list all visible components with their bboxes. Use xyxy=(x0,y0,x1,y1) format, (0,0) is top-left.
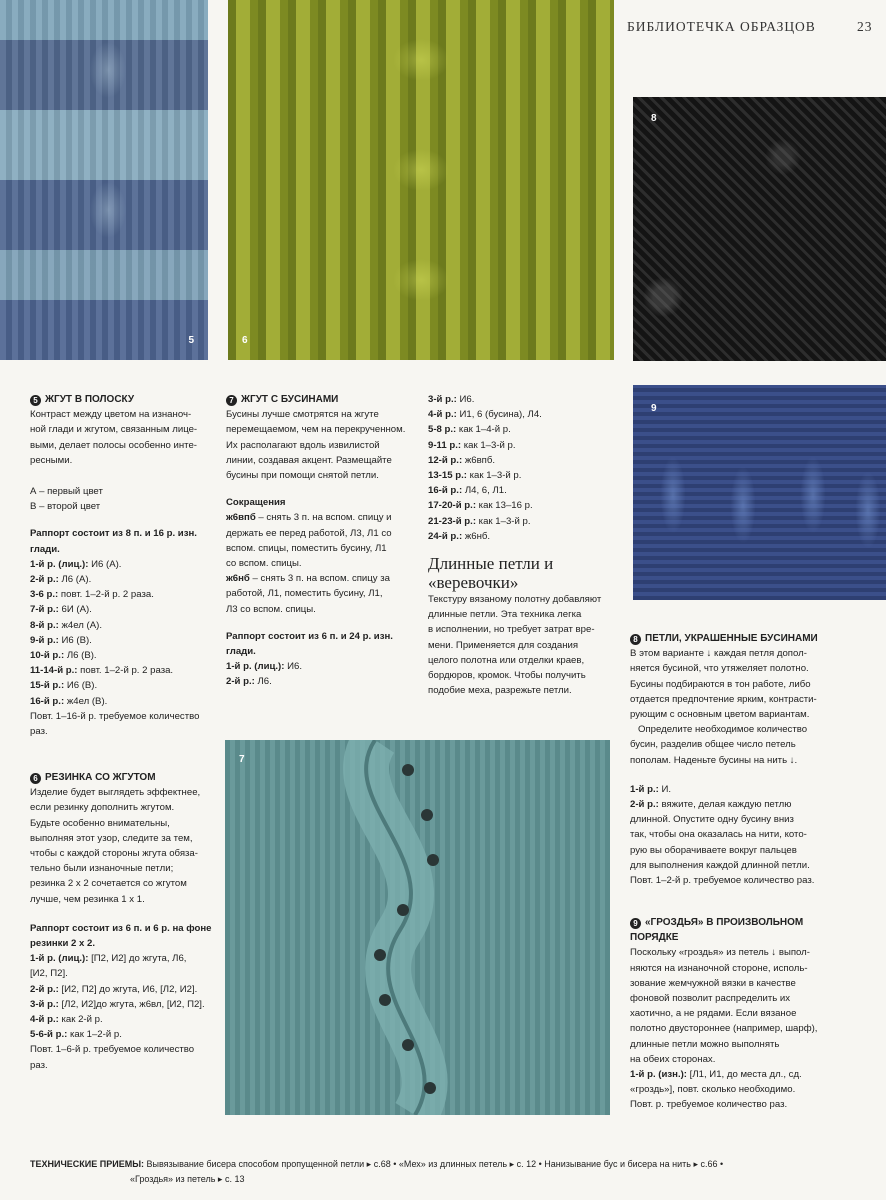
row-line: 3-6 р.: повт. 1–2-й р. 2 раза. xyxy=(30,589,154,601)
text-line: бордюров, кромок. Чтобы получить xyxy=(428,670,586,682)
text-line: В этом варианте ↓ каждая петля допол- xyxy=(630,648,807,660)
photo-number-7: 7 xyxy=(239,754,245,765)
row-line: 3-й р.: И6. xyxy=(428,394,475,405)
text-line: зование жемчужной вязки в качестве xyxy=(630,977,796,989)
row-line: 3-й р.: [Л2, И2]до жгута, ж6вл, [И2, П2]. xyxy=(30,998,205,1010)
text-line: Текстуру вязаному полотну добавляют xyxy=(428,594,602,606)
row-line: 5-6-й р.: как 1–2-й р. xyxy=(30,1029,122,1041)
text-line: бусины при помощи снятой петли. xyxy=(226,470,379,482)
section-9 xyxy=(630,915,835,1113)
row-line: 16-й р.: Л4, 6, Л1. xyxy=(428,485,507,497)
photo-loop-clusters xyxy=(633,385,886,600)
text-line: ресными. xyxy=(30,454,73,466)
text-line: рующим с основным цветом вариантам. xyxy=(630,709,810,721)
row-line: 1-й р. (лиц.): [П2, И2] до жгута, Л6, xyxy=(30,953,187,965)
photo-number-9: 9 xyxy=(651,403,657,414)
repeat-all-line: раз. xyxy=(30,1059,48,1071)
text-line: на обеих сторонах. xyxy=(630,1053,716,1065)
repeat-all-line: Повт. 1–16-й р. требуемое количество xyxy=(30,710,200,722)
footer-techniques xyxy=(30,1157,860,1187)
abbr-line: держать ее перед работой, Л3, Л1 со xyxy=(226,527,392,539)
text-line: подобие меха, разрежьте петли. xyxy=(428,685,572,697)
text-line: в исполнении, но требует затрат вре- xyxy=(428,624,595,636)
row-line: 2-й р.: вяжите, делая каждую петлю xyxy=(630,799,792,811)
beaded-cable-drawing xyxy=(225,740,610,1115)
text-line: няются на изнаночной стороне, исполь- xyxy=(630,962,808,974)
abbr-line: ж6нб – снять 3 п. на вспом. спицу за xyxy=(226,573,390,585)
section-7-title: 7 ЖГУТ С БУСИНАМИ xyxy=(226,392,416,407)
text-line: чтобы с каждой стороны жгута обяза- xyxy=(30,848,198,860)
row-line: 15-й р.: И6 (В). xyxy=(30,680,98,692)
row-line: 4-й р.: И1, 6 (бусина), Л4. xyxy=(428,409,542,421)
text-line: для выполнения каждой длинной петли. xyxy=(630,859,810,871)
row-line: 9-11 р.: как 1–3-й р. xyxy=(428,439,516,451)
text-line: Бусины лучше смотрятся на жгуте xyxy=(226,409,379,421)
row-line: 13-15 р.: как 1–3-й р. xyxy=(428,470,522,482)
text-line: если резинку дополнить жгутом. xyxy=(30,802,175,814)
text-line: рую вы оборачиваете вокруг пальцев xyxy=(630,844,797,856)
footer-line-1: ТЕХНИЧЕСКИЕ ПРИЕМЫ: Вывязывание бисера способом пропущенной петли ▸ с.68 • «Мех» из длинных петель ▸ с. 12 • Нанизывание бус и бисера на нить ▸ с.66 • xyxy=(30,1159,724,1169)
text-line: полотно двустороннее (например, шарф), xyxy=(630,1023,818,1035)
running-header xyxy=(627,19,816,35)
section-8-number: 8 xyxy=(630,634,641,645)
section-5-number: 5 xyxy=(30,395,41,406)
text-line: Контраст между цветом на изнаноч- xyxy=(30,409,192,421)
row-line: 21-23-й р.: как 1–3-й р. xyxy=(428,515,531,527)
text-line: «гроздь»], повт. сколько необходимо. xyxy=(630,1084,796,1096)
abbr-line: ж6впб – снять 3 п. на вспом. спицу и xyxy=(226,512,392,524)
row-line: 8-й р.: ж4ел (А). xyxy=(30,619,102,631)
photo-teal-beaded-cable xyxy=(225,740,610,1115)
color-b: В – второй цвет xyxy=(30,501,101,513)
abbr-line: работой, Л1, поместить бусину, Л1, xyxy=(226,588,383,600)
section-7 xyxy=(226,392,416,690)
row-line: 2-й р.: [И2, П2] до жгута, И6, [Л2, И2]. xyxy=(30,983,198,995)
color-a: А – первый цвет xyxy=(30,486,103,498)
text-line: Повт. р. требуемое количество раз. xyxy=(630,1099,788,1111)
row-line: 2-й р.: Л6. xyxy=(226,676,272,688)
text-line: Повт. 1–2-й р. требуемое количество раз. xyxy=(630,875,815,887)
section-9-title: 9 «ГРОЗДЬЯ» В ПРОИЗВОЛЬНОМ ПОРЯДКЕ xyxy=(630,917,804,944)
long-loops-title: Длинные петли и «веревочки» xyxy=(428,554,554,593)
section-6 xyxy=(30,770,215,1073)
row-line: 16-й р.: ж4ел (В). xyxy=(30,695,108,707)
text-line: лучше, чем резинка 1 х 1. xyxy=(30,893,145,905)
text-line: резинка 2 х 2 сочетается со жгутом xyxy=(30,878,187,890)
text-line: Определите необходимое количество xyxy=(638,724,808,736)
row-line: 24-й р.: ж6нб. xyxy=(428,530,491,542)
text-line: Их располагают вдоль извилистой xyxy=(226,439,380,451)
text-line: мени. Применяется для создания xyxy=(428,639,579,651)
text-line: пополам. Наденьте бусины на нить ↓. xyxy=(630,754,798,766)
footer-label: ТЕХНИЧЕСКИЕ ПРИЕМЫ: xyxy=(30,1159,145,1169)
row-line: 9-й р.: И6 (В). xyxy=(30,634,92,646)
text-line: выполняя этот узор, следите за тем, xyxy=(30,832,193,844)
text-line: хаотично, а не рядами. Если вязаное xyxy=(630,1008,797,1020)
row-line: 5-8 р.: как 1–4-й р. xyxy=(428,424,511,436)
text-line: перемещаемом, чем на перекрученном. xyxy=(226,424,406,436)
row-line: 1-й р. (изн.): [Л1, И1, до места дл., сд. xyxy=(630,1069,802,1081)
abbr-line: со вспом. спицы. xyxy=(226,558,302,570)
row-line: 1-й р.: И. xyxy=(630,783,672,795)
section-7-continued xyxy=(428,392,618,698)
text-line: Бусины подбираются в тон работе, либо xyxy=(630,678,811,690)
repeat-line: глади. xyxy=(226,646,256,658)
photo-striped-cable xyxy=(0,0,208,360)
abbreviations-title: Сокращения xyxy=(226,497,286,509)
row-line: 17-20-й р.: как 13–16 р. xyxy=(428,500,533,512)
row-line: [И2, П2]. xyxy=(30,968,68,980)
section-6-number: 6 xyxy=(30,773,41,784)
repeat-line: Раппорт состоит из 6 п. и 6 р. на фоне xyxy=(30,922,212,934)
text-line: линии, создавая акцент. Размещайте xyxy=(226,454,392,466)
page-number: 23 xyxy=(857,19,873,34)
footer-line-2: «Гроздья» из петель ▸ с. 13 xyxy=(130,1174,245,1184)
section-8 xyxy=(630,631,835,888)
text-line: бусин, разделив общее число петель xyxy=(630,739,796,751)
repeat-all-line: раз. xyxy=(30,726,48,738)
repeat-line: резинки 2 х 2. xyxy=(30,938,96,950)
section-7-number: 7 xyxy=(226,395,237,406)
row-line: 7-й р.: 6И (А). xyxy=(30,604,92,616)
text-line: няется бусиной, что утяжеляет полотно. xyxy=(630,663,809,675)
row-line: 10-й р.: Л6 (В). xyxy=(30,650,97,662)
section-8-title: 8 ПЕТЛИ, УКРАШЕННЫЕ БУСИНАМИ xyxy=(630,631,835,646)
text-line: фоновой позволит распределить их xyxy=(630,993,791,1005)
text-line: ной глади и жгутом, связанным лице- xyxy=(30,424,198,436)
running-header-title: БИБЛИОТЕЧКА ОБРАЗЦОВ xyxy=(627,19,816,34)
repeat-line: Раппорт состоит из 6 п. и 24 р. изн. xyxy=(226,630,393,642)
abbr-line: вспом. спицы, поместить бусину, Л1 xyxy=(226,542,387,554)
row-line: 12-й р.: ж6впб. xyxy=(428,454,496,466)
text-line: длинные петли можно выполнять xyxy=(630,1038,780,1050)
row-line: 11-14-й р.: повт. 1–2-й р. 2 раза. xyxy=(30,665,174,677)
text-line: целого полотна или отделки краев, xyxy=(428,654,585,666)
row-line: 1-й р. (лиц.): И6 (А). xyxy=(30,558,122,570)
row-line: 1-й р. (лиц.): И6. xyxy=(226,661,302,673)
text-line: отдается предпочтение ярким, контрасти- xyxy=(630,693,817,705)
section-5 xyxy=(30,392,215,739)
section-5-title: 5 ЖГУТ В ПОЛОСКУ xyxy=(30,392,215,407)
photo-olive-cable xyxy=(228,0,614,360)
text-line: Будьте особенно внимательны, xyxy=(30,817,170,829)
text-line: выми, делает полосы особенно инте- xyxy=(30,439,197,451)
section-9-number: 9 xyxy=(630,918,641,929)
text-line: Поскольку «гроздья» из петель ↓ выпол- xyxy=(630,947,810,959)
photo-beaded-loops xyxy=(633,97,886,361)
repeat-all-line: Повт. 1–6-й р. требуемое количество xyxy=(30,1044,195,1056)
row-line: 4-й р.: как 2-й р. xyxy=(30,1014,103,1026)
section-6-title: 6 РЕЗИНКА СО ЖГУТОМ xyxy=(30,770,215,785)
text-line: Изделие будет выглядеть эффектнее, xyxy=(30,787,201,799)
abbr-line: Л3 со вспом. спицы. xyxy=(226,603,316,615)
text-line: так, чтобы она оказалась на нити, кото- xyxy=(630,829,807,841)
repeat-line: глади. xyxy=(30,543,60,555)
photo-number-6: 6 xyxy=(242,335,248,346)
photo-number-5: 5 xyxy=(188,335,194,346)
text-line: тельно были изнаночные петли; xyxy=(30,863,174,875)
text-line: длинные петли. Эта техника легка xyxy=(428,609,582,621)
repeat-line: Раппорт состоит из 8 п. и 16 р. изн. xyxy=(30,528,197,540)
photo-number-8: 8 xyxy=(651,113,657,124)
row-line: 2-й р.: Л6 (А). xyxy=(30,574,92,586)
text-line: длинной. Опустите одну бусину вниз xyxy=(630,814,794,826)
